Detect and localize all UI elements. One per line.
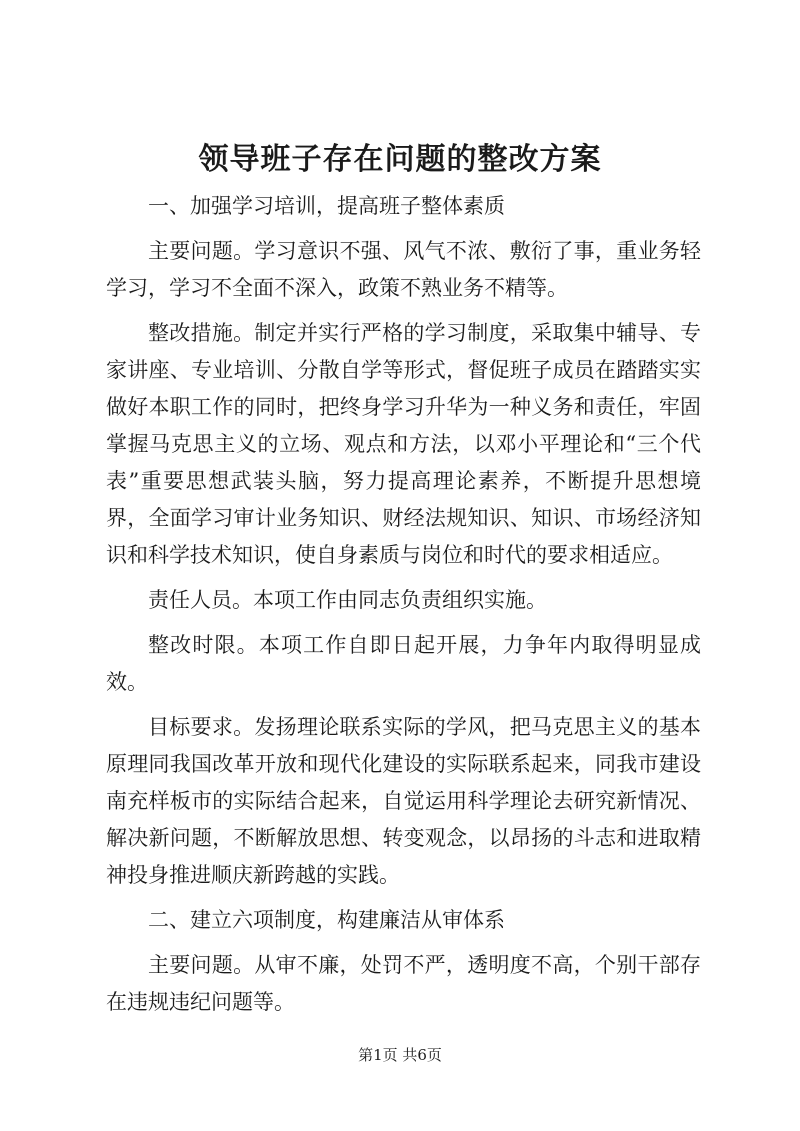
section-heading-1: 一、加强学习培训，提高班子整体素质 bbox=[148, 194, 505, 218]
paragraph-measures-1: 整改措施。制定并实行严格的学习制度，采取集中辅导、专家讲座、专业培训、分散自学等形式，督促班子成员在踏踏实实做好本职工作的同时，把终身学习升华为一种义务和责任，牢固掌握马克思主义的立场、观点和方法，以邓小平理论和“三个代表”重要思想武装头脑，努力提高理论素养，不断提升思想境界，全面学习审计业务知识、财经法规知识、知识、市场经济知识和科学技术知识，使自身素质与岗位和时代的要求相适应。 bbox=[106, 321, 701, 567]
document-title: 领导班子存在问题的整改方案 bbox=[198, 142, 602, 177]
section-heading-2: 二、建立六项制度，构建廉洁从审体系 bbox=[148, 908, 505, 932]
paragraph-deadline-1: 整改时限。本项工作自即日起开展，力争年内取得明显成效。 bbox=[106, 633, 701, 694]
paragraph-problems-2: 主要问题。从审不廉，处罚不严，透明度不高，个别干部存在违规违纪问题等。 bbox=[106, 953, 701, 1014]
paragraph-responsible-1: 责任人员。本项工作由同志负责组织实施。 bbox=[148, 588, 547, 612]
paragraph-problems-1: 主要问题。学习意识不强、风气不浓、敷衍了事，重业务轻学习，学习不全面不深入，政策不熟业务不精等。 bbox=[106, 239, 701, 300]
paragraph-goals-1: 目标要求。发扬理论联系实际的学风，把马克思主义的基本原理同我国改革开放和现代化建设的实际联系起来，同我市建设南充样板市的实际结合起来，自觉运用科学理论去研究新情况、解决新问题，不断解放思想、转变观念，以昂扬的斗志和进取精神投身推进顺庆新跨越的实践。 bbox=[106, 715, 701, 887]
page-footer: 第1页 共6页 bbox=[358, 1046, 442, 1064]
document-body bbox=[106, 188, 701, 1029]
